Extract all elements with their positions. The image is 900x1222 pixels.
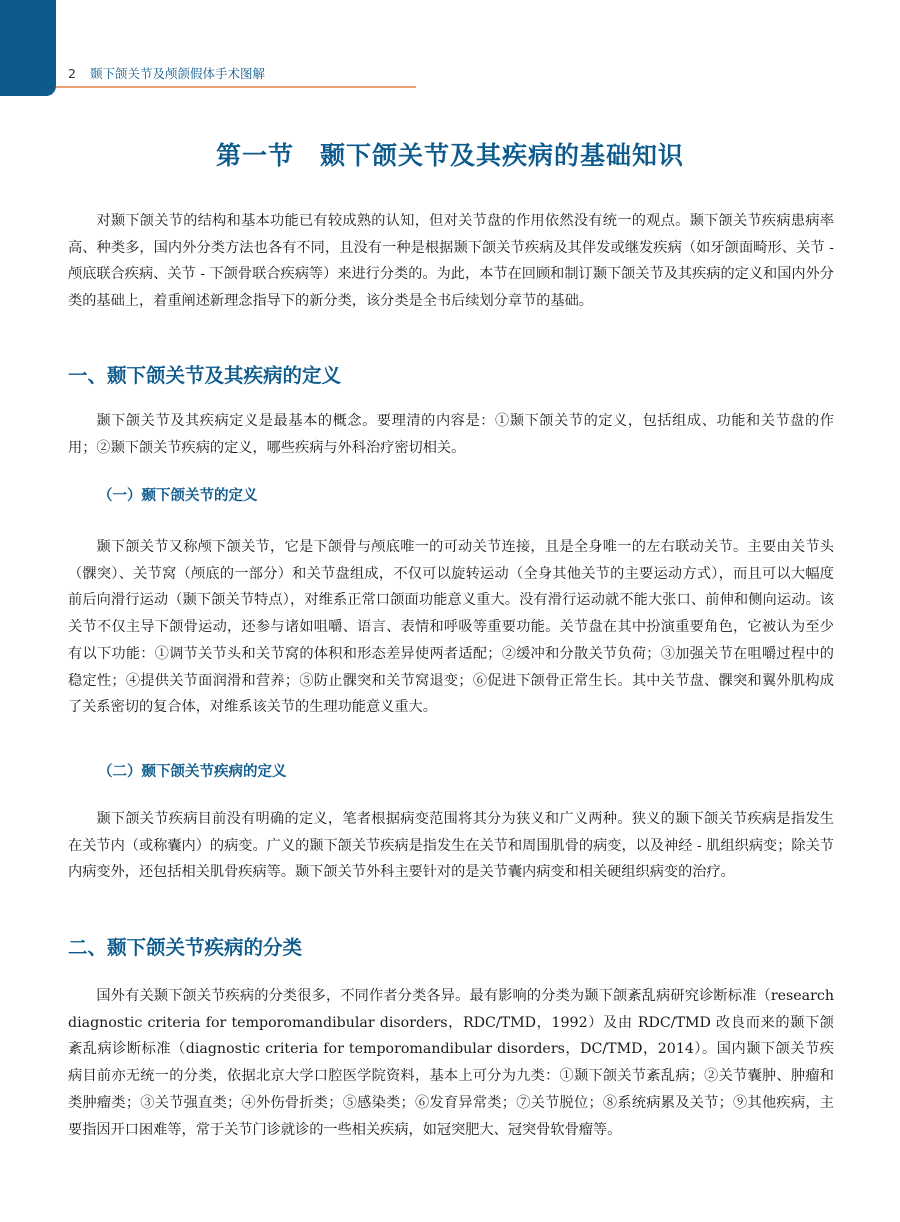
section2-heading: 二、颞下颌关节疾病的分类 bbox=[68, 936, 303, 959]
header-rule bbox=[56, 86, 416, 88]
chapter-title: 第一节 颞下颌关节及其疾病的基础知识 bbox=[215, 141, 684, 170]
subsection2-paragraph: 颞下颌关节疾病目前没有明确的定义，笔者根据病变范围将其分为狭义和广义两种。狭义的颞下颌关节疾病是指发生在关节内（或称囊内）的病变。广义的颞下颌关节疾病是指发生在关节和周围肌骨的病变，以及神经 - 肌组织病变；除关节内病变外，还包括相关肌骨疾病等。颞下颌关节外科主要针对的是关节囊内病变和相关硬组织病变的治疗。 bbox=[68, 811, 834, 881]
book-title: 颞下颌关节及颅颌假体手术图解 bbox=[89, 66, 265, 81]
section2-paragraph: 国外有关颞下颌关节疾病的分类很多，不同作者分类各异。最有影响的分类为颞下颌紊乱病研究诊断标准（research diagnostic criteria for temporomandibular disorders，RDC/TMD，1992）及由 RDC/TMD 改良而来的颞下颌紊乱病诊断标准（diagnostic criteria for temporomandibular disorders，DC/TMD，2014）。国内颞下颌关节疾病目前亦无统一的分类，依据北京大学口腔医学院资料，基本上可分为九类：①颞下颌关节紊乱病；②关节囊肿、肿瘤和类肿瘤类；③关节强直类；④外伤骨折类；⑤感染类；⑥发育异常类；⑦关节脱位；⑧系统病累及关节；⑨其他疾病，主要指因开口困难等，常于关节门诊就诊的一些相关疾病，如冠突肥大、冠突骨软骨瘤等。 bbox=[68, 988, 834, 1138]
corner-color-block bbox=[0, 0, 56, 96]
running-header bbox=[68, 66, 265, 82]
subsection1-paragraph: 颞下颌关节又称颅下颌关节，它是下颌骨与颅底唯一的可动关节连接，且是全身唯一的左右联动关节。主要由关节头（髁突）、关节窝（颅底的一部分）和关节盘组成，不仅可以旋转运动（全身其他关节的主要运动方式），而且可以大幅度前后向滑行运动（颞下颌关节特点），对维系正常口颌面功能意义重大。没有滑行运动就不能大张口、前伸和侧向运动。该关节不仅主导下颌骨运动，还参与诸如咀嚼、语言、表情和呼吸等重要功能。关节盘在其中扮演重要角色，它被认为至少有以下功能：①调节关节头和关节窝的体积和形态差异使两者适配；②缓冲和分散关节负荷；③加强关节在咀嚼过程中的稳定性；④提供关节面润滑和营养；⑤防止髁突和关节窝退变；⑥促进下颌骨正常生长。其中关节盘、髁突和翼外肌构成了关系密切的复合体，对维系该关节的生理功能意义重大。 bbox=[68, 539, 834, 716]
intro-paragraph: 对颞下颌关节的结构和基本功能已有较成熟的认知，但对关节盘的作用依然没有统一的观点。颞下颌关节疾病患病率高、种类多，国内外分类方法也各有不同，且没有一种是根据颞下颌关节疾病及其伴发或继发疾病（如牙颌面畸形、关节 - 颅底联合疾病、关节 - 下颌骨联合疾病等）来进行分类的。为此，本节在回顾和制订颞下颌关节及其疾病的定义和国内外分类的基础上，着重阐述新理念指导下的新分类，该分类是全书后续划分章节的基础。 bbox=[68, 213, 834, 310]
subsection1-heading: （一）颞下颌关节的定义 bbox=[98, 488, 258, 504]
section1-heading: 一、颞下颌关节及其疾病的定义 bbox=[68, 364, 342, 387]
section1-paragraph: 颞下颌关节及其疾病定义是最基本的概念。要理清的内容是：①颞下颌关节的定义，包括组成、功能和关节盘的作用；②颞下颌关节疾病的定义，哪些疾病与外科治疗密切相关。 bbox=[68, 413, 834, 456]
page-number: 2 bbox=[68, 66, 76, 81]
subsection2-heading: （二）颞下颌关节疾病的定义 bbox=[98, 764, 287, 780]
